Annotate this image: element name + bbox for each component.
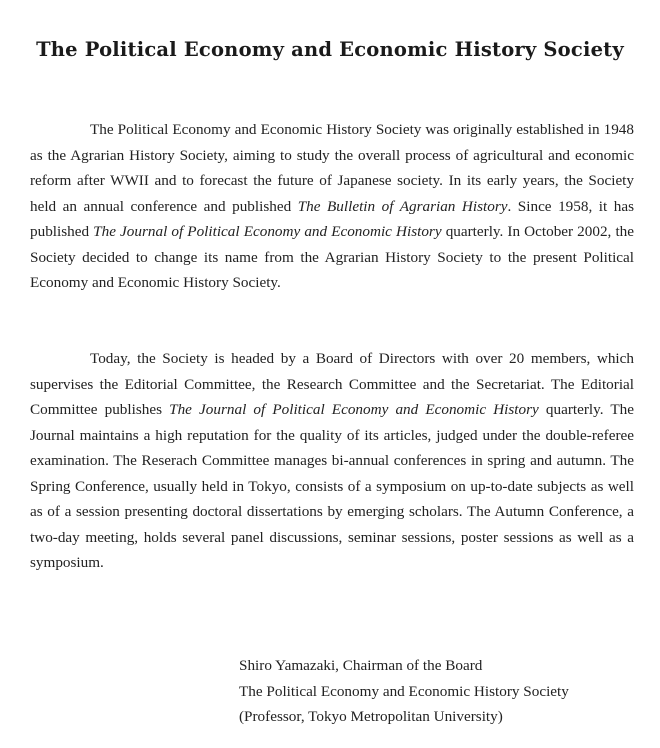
paragraph-text: Today, the Society is headed by a Board of Directors with over 20 members, which supervises the Editorial Committee, the Research Committee and the Secretariat. The Editorial Committee publishes [30, 350, 634, 418]
paragraph-text: quarterly. In October 2002, the Society decided to change its name from the Agrarian History Society to the present Political Economy and Economic History Society. [30, 223, 635, 291]
publication-title: The Journal of Political Economy and Economic History [169, 401, 539, 418]
paragraph-text: . Since 1958, it has published [30, 197, 634, 240]
signature-organization: The Political Economy and Economic History Society [239, 682, 569, 700]
paragraph-organization [30, 346, 634, 576]
signature-name: Shiro Yamazaki, Chairman of the Board [239, 657, 483, 674]
publication-title: The Bulletin of Agrarian History [297, 197, 508, 215]
paragraph-history [30, 117, 634, 296]
signature-affiliation: (Professor, Tokyo Metropolitan University) [239, 708, 503, 725]
signature-block [239, 653, 569, 730]
paragraph-text: quarterly. The Journal maintains a high reputation for the quality of its articles, judged under the double-referee examination. The Reserach Committee manages bi-annual conferences in spring and autumn. The Spring Conference, usually held in Tokyo, consists of a symposium on up-to-date subjects as well as of a session presenting doctoral dissertations by emerging scholars. The Autumn Conference, a two-day meeting, holds several panel discussions, seminar sessions, poster sessions as well as a symposium. [30, 401, 635, 571]
publication-title: The Journal of Political Economy and Economic History [93, 223, 442, 240]
paragraph-text: The Political Economy and Economic History Society was originally established in 1948 as the Agrarian History Society, aiming to study the overall process of agricultural and economic reform after WWII and to forecast the future of Japanese society. In its early years, the Society held an annual conference and published [30, 121, 634, 215]
page-title: The Political Economy and Economic History Society [36, 38, 624, 61]
